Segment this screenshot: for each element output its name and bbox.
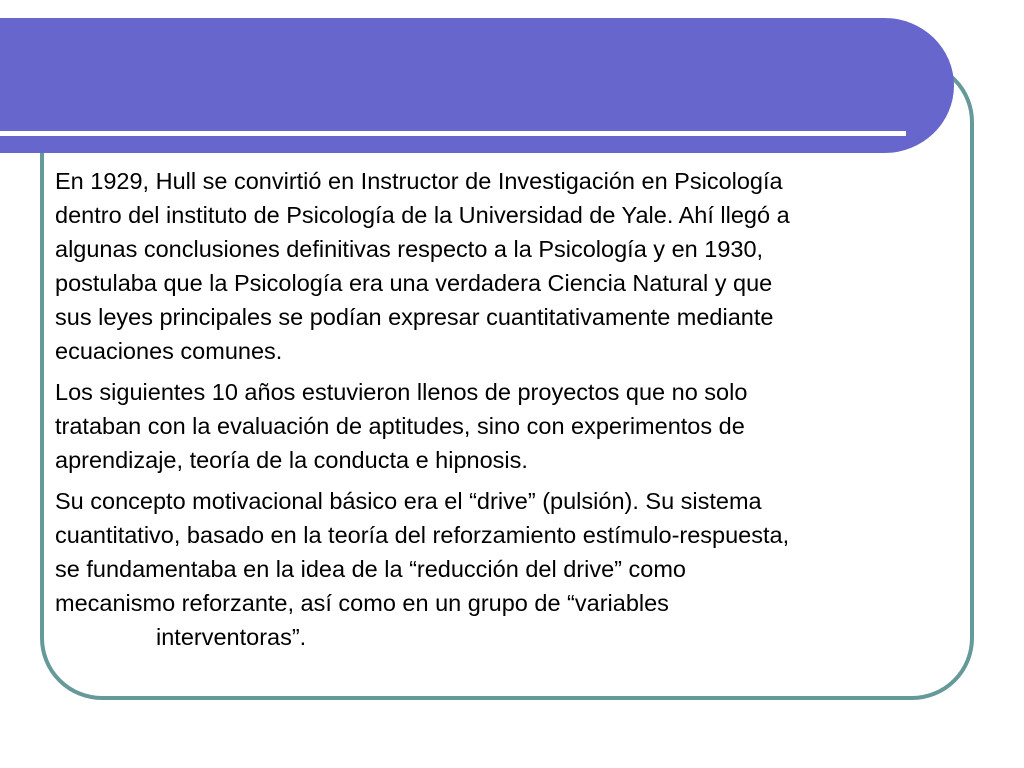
- paragraph-3: [55, 484, 960, 654]
- text-line: Los siguientes 10 años estuvieron llenos de proyectos que no solo: [55, 379, 748, 405]
- text-line: En 1929, Hull se convirtió en Instructor de Investigación en Psicología: [55, 168, 783, 194]
- text-line: trataban con la evaluación de aptitudes, sino con experimentos de: [55, 413, 745, 439]
- header-rule: [0, 131, 906, 136]
- text-line: dentro del instituto de Psicología de la Universidad de Yale. Ahí llegó a: [55, 202, 790, 228]
- text-line: sus leyes principales se podían expresar cuantitativamente mediante: [55, 304, 774, 330]
- text-line: se fundamentaba en la idea de la “reducción del drive” como: [55, 556, 686, 582]
- text-line: ecuaciones comunes.: [55, 338, 283, 364]
- text-line: algunas conclusiones definitivas respecto a la Psicología y en 1930,: [55, 236, 764, 262]
- text-line: postulaba que la Psicología era una verdadera Ciencia Natural y que: [55, 270, 773, 296]
- text-line: aprendizaje, teoría de la conducta e hipnosis.: [55, 447, 528, 473]
- text-line: mecanismo reforzante, así como en un grupo de “variables: [55, 590, 669, 616]
- text-line: interventoras”.: [156, 624, 307, 650]
- body-text: [55, 164, 960, 661]
- text-line: cuantitativo, basado en la teoría del reforzamiento estímulo-respuesta,: [55, 522, 790, 548]
- text-line: Su concepto motivacional básico era el “drive” (pulsión). Su sistema: [55, 488, 762, 514]
- paragraph-2: [55, 375, 960, 477]
- paragraph-1: [55, 164, 960, 368]
